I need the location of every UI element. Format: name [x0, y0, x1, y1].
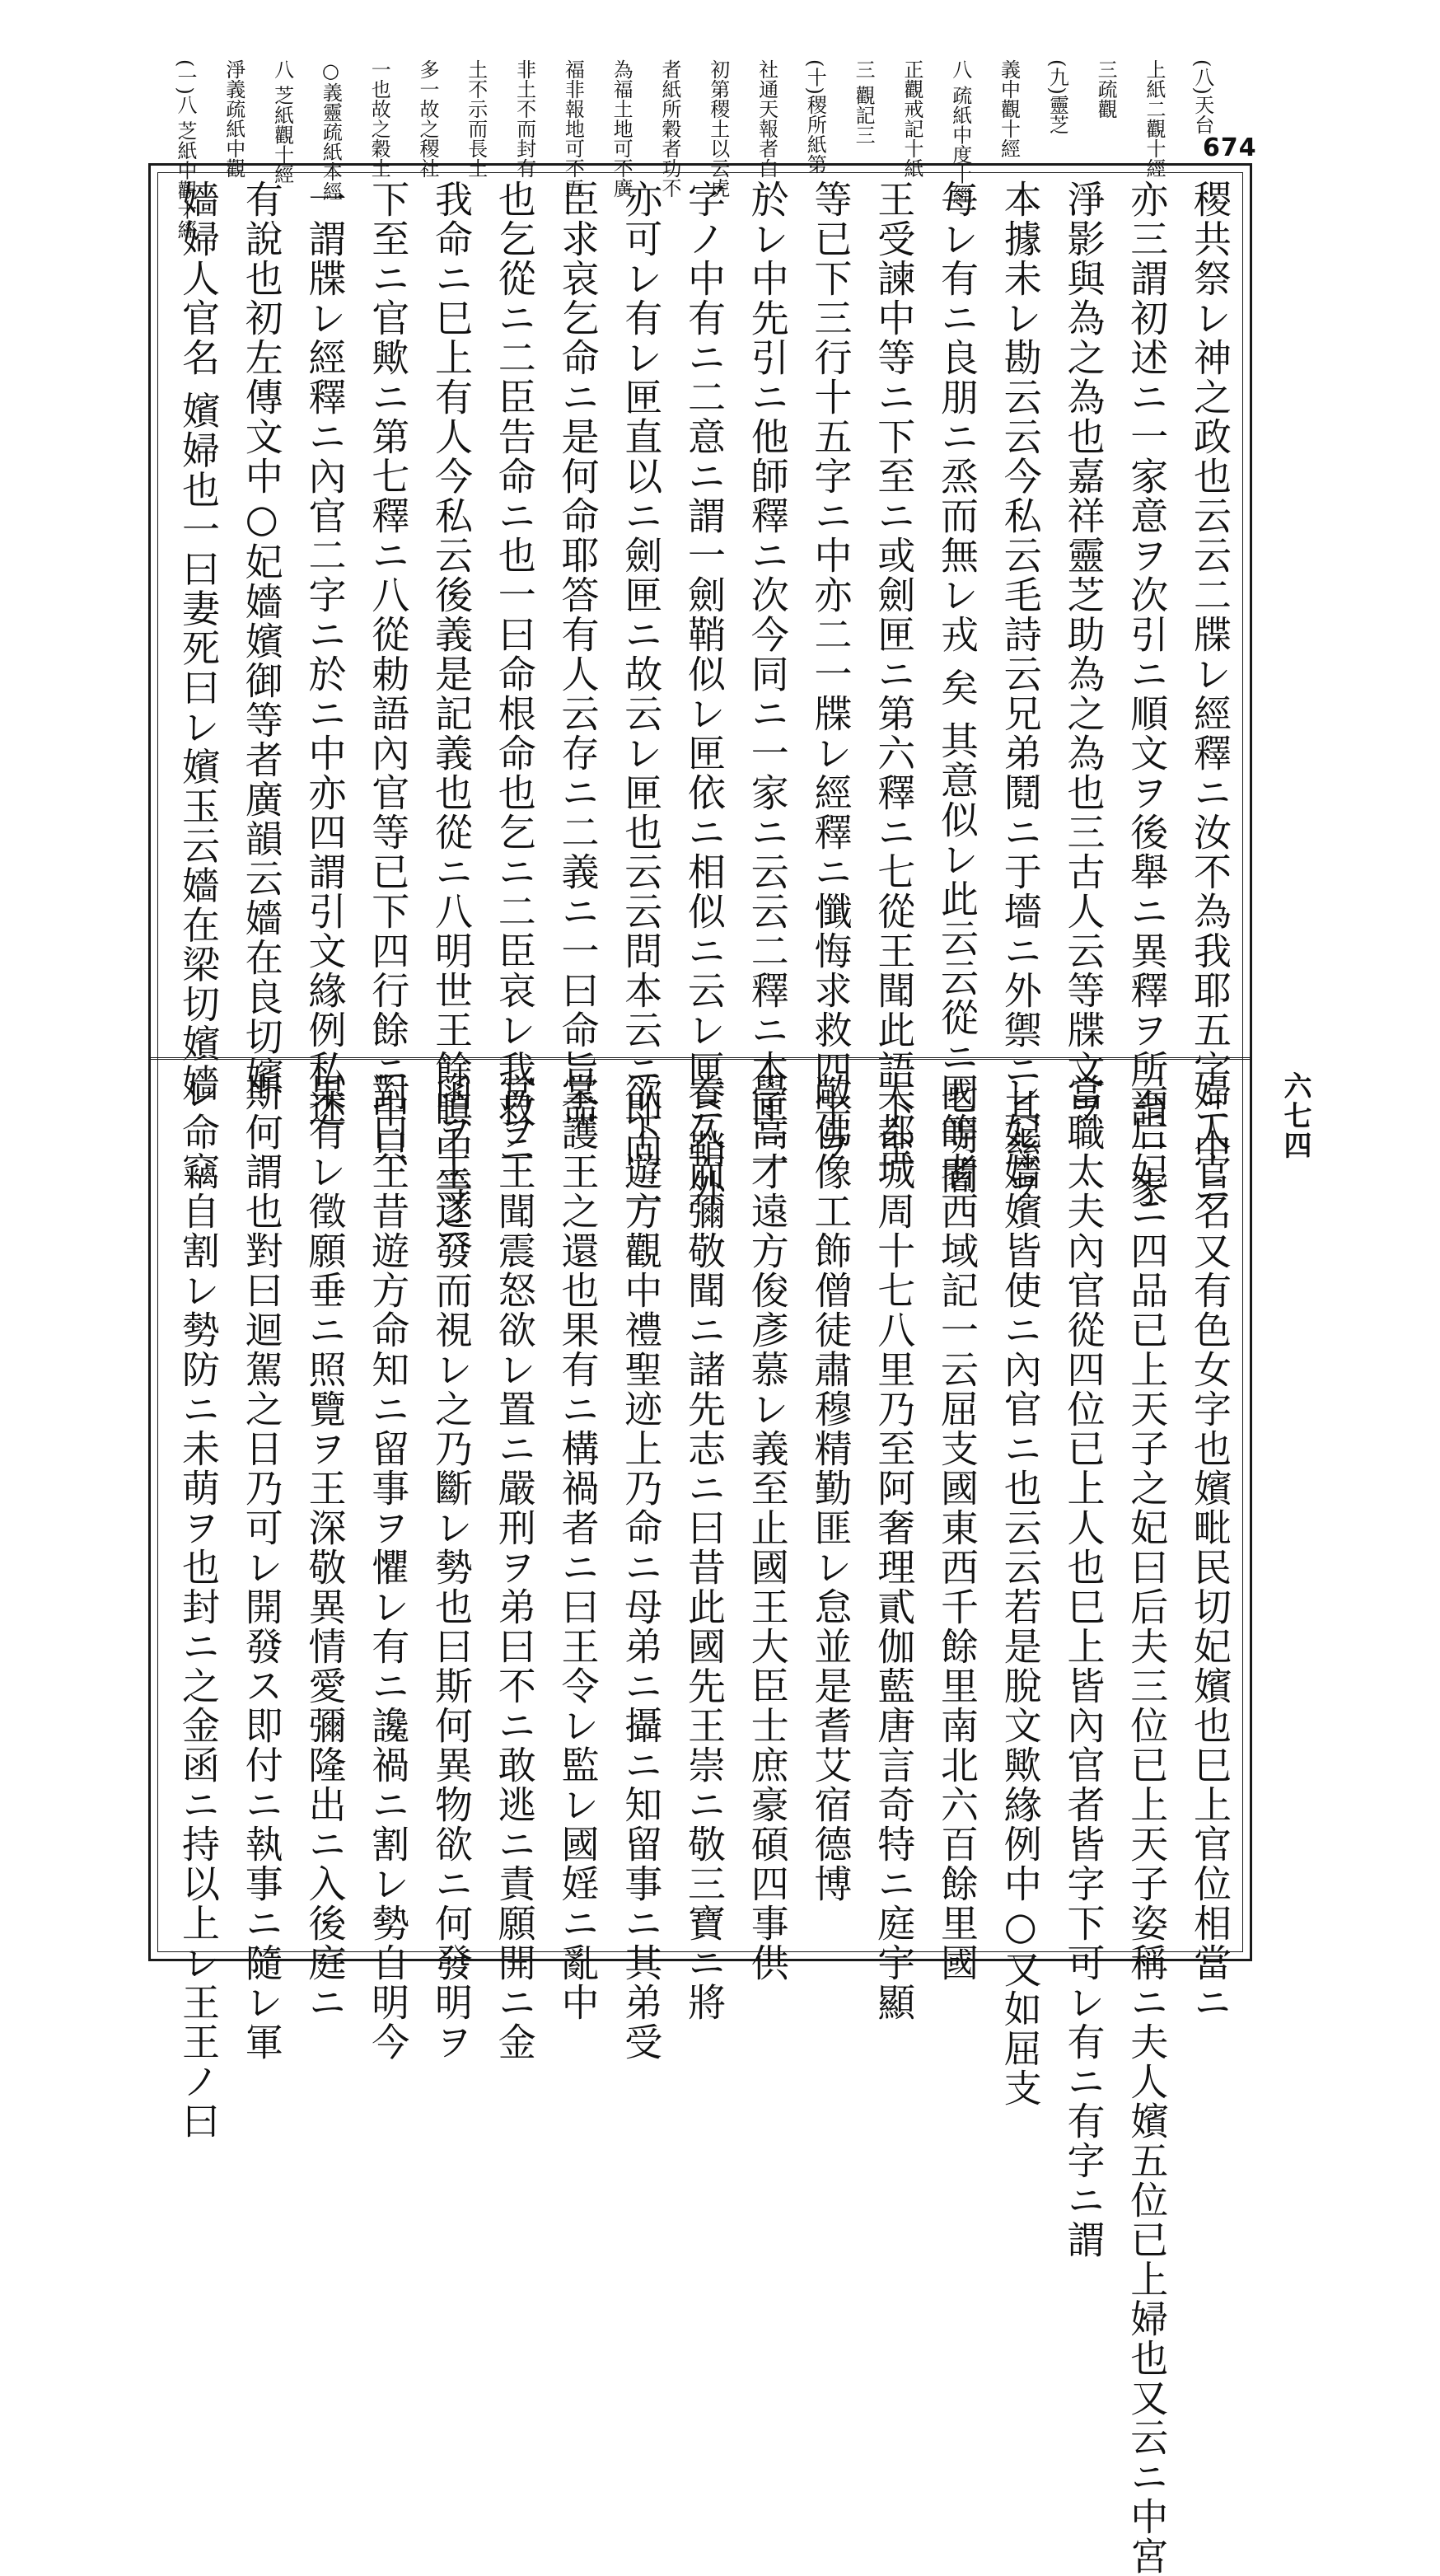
text-column: 當職太夫內官從四位已上人也巳上皆內官者皆字下可レ有ニ有字ニ謂	[1061, 1073, 1106, 2260]
note-column: 非土不而封有	[512, 59, 536, 178]
text-column: 每レ有ニ良朋ニ烝而無レ戎 矣 其意似レ此云云從ニ七明闍	[935, 180, 979, 1197]
top-note-band	[174, 59, 1214, 240]
text-column: 本據未レ勘云云今私云毛詩云兄弟鬩ニ于墻ニ外禦ニ其慈ヲ	[998, 180, 1043, 1208]
note-column: 初第稷土以云虎	[706, 59, 730, 198]
text-column: 掌護王之還也果有ニ構禍者ニ曰王令レ監レ國婬ニ亂中	[555, 1073, 601, 2022]
note-column: (一)八 芝紙中觀十經	[174, 59, 197, 240]
text-column: 云后妃ニ四品已上天子之妃曰后夫三位已上天子姿稱ニ夫人嬪五位已上婦也又云ニ中宮	[1124, 1073, 1170, 2576]
text-column: 亦可レ有レ匣直以ニ劍匣ニ故云レ匣也云云問本云ニ即向二	[619, 180, 664, 1208]
note-column: (十)稷所紙第	[803, 59, 827, 174]
text-column: 婦人官名又有色女字也嬪毗民切妃嬪也巳上官位相當ニ	[1188, 1073, 1232, 2022]
note-column: 社通天報者白	[755, 59, 778, 178]
note-column: 者紙所穀者功不	[657, 59, 681, 198]
note-column: 土不示而長土	[464, 59, 488, 178]
lower-text-panel	[176, 1073, 1232, 2576]
text-column: 下至ニ官歟ニ第七釋ニ八從勅語內官等已下四行餘ニ中只	[366, 180, 411, 1169]
note-column: 三 觀記三	[852, 59, 876, 145]
note-column: 正觀戒記十紙	[900, 59, 923, 178]
text-column: 王受諫中等ニ下至ニ或劍匣ニ第六釋ニ七從王聞此語下至	[872, 180, 917, 1169]
text-column: レ妃嬙嬪皆使ニ內官ニ也云云若是脫文歟緣例中○又如屈支	[998, 1073, 1043, 2108]
text-column: 養久而彌敬聞ニ諸先志ニ曰昔此國先王崇ニ敬三寶ニ將	[682, 1073, 727, 2022]
text-column: 我命ニ巳上有人今私云後義是記義也從ニ八明世王餘瞋中等ニ	[429, 180, 474, 1248]
text-column: 也乞從ニ二臣告命ニ也一曰命根命也乞ニ二臣哀レ我救ニ	[492, 180, 537, 1169]
page-number: 674	[1203, 133, 1257, 162]
note-column: 八 疏紙中度十經	[948, 59, 972, 204]
note-column: 義中觀十經	[997, 59, 1021, 158]
note-column: 多一故之稷社	[415, 59, 439, 178]
text-column: 稷共祭レ神之政也云云二牒レ經釋ニ汝不為我耶五字ニ中ニ	[1188, 180, 1232, 1208]
text-column: 有說也初左傳文中○妃嬙嬪御等者廣韻云嬙在良切嬪	[239, 180, 284, 1096]
text-column: 國等者西域記一云屈支國東西千餘里南北六百餘里國	[935, 1073, 979, 1983]
text-column: 宮ヲ王聞震怒欲レ置ニ嚴刑ヲ弟曰不ニ敢逃ニ責願開ニ金	[492, 1073, 537, 2062]
upper-text-panel	[176, 180, 1232, 1248]
text-column: 學高才遠方俊彥慕レ義至止國王大臣士庶豪碩四事供	[745, 1073, 790, 1983]
note-column: (九)靈芝	[1045, 59, 1069, 134]
note-column: 上紙二觀十經	[1142, 59, 1166, 178]
note-column: ○義靈疏紙本經	[319, 59, 343, 201]
note-column: 八 芝紙觀十經	[270, 59, 294, 185]
text-column: 大都城周十七八里乃至阿奢理貳伽藍唐言奇特ニ庭宇顯	[872, 1073, 917, 2022]
text-column: 亦三謂初述ニ一家意ヲ次引ニ順文ヲ後舉ニ異釋ヲ所謂一家	[1124, 180, 1170, 1208]
text-column: 於レ中先引ニ他師釋ニ次今同ニ一家ニ云云二釋ニ本匣二	[745, 180, 790, 1169]
text-column: 字ノ中有ニ二意ニ謂一劍鞘似レ匣依ニ相似ニ云レ匣ニ鞘外	[682, 180, 727, 1208]
note-column: 福非報地可不五	[561, 59, 585, 198]
text-column: 斯何謂也對曰迴駕之日乃可レ開發ス即付ニ執事ニ隨レ軍	[239, 1073, 284, 2062]
note-column: 為福土地可不廣	[610, 59, 634, 198]
text-column: 淨影與為之為也嘉祥靈芝助為之為也三古人云等牒文ヲ	[1061, 180, 1106, 1129]
text-column: 等已下三行十五字ニ中亦二一牒レ經釋ニ懺悔求救四字ヲ	[808, 180, 853, 1169]
text-column: 欲下遊方觀中禮聖迹上乃命ニ母弟ニ攝ニ知留事ニ其弟受	[619, 1073, 664, 2062]
text-column: 函ヲ王遂發而視レ之乃斷レ勢也曰斯何異物欲ニ何發明ヲ	[429, 1073, 474, 2062]
note-column: 淨義疏紙中觀	[222, 59, 245, 178]
text-column: 果有レ徵願垂ニ照覽ヲ王深敬異情愛彌隆出ニ入後庭ニ	[302, 1073, 348, 2022]
text-column: 臣求哀乞命ニ是何命耶答有人云存ニ二義ニ一曰命旨命	[555, 180, 601, 1129]
note-column: (八)天台	[1190, 59, 1214, 134]
text-column: 對曰王昔遊方命知ニ留事ヲ懼レ有ニ讒禍ニ割レ勢自明今	[366, 1073, 411, 2062]
text-column: 嬙婦人官名 嬪婦也一曰妻死曰レ嬪玉云嬙在梁切嬪嬙	[176, 180, 221, 1103]
text-column: 敞佛像工飾僧徒肅穆精勤匪レ怠並是耆艾宿德博	[808, 1073, 853, 1904]
text-column: 一謂牒レ經釋ニ內官二字ニ於ニ中亦四謂引文緣例私述	[302, 180, 348, 1129]
text-column: レ命竊自割レ勢防ニ未萌ヲ也封ニ之金函ニ持以上レ王王ノ曰	[176, 1073, 221, 2141]
note-column: 一也故之穀土	[367, 59, 391, 178]
note-column: 三疏觀	[1094, 59, 1118, 119]
page-number-kanji: 六七四	[1279, 1071, 1311, 1160]
